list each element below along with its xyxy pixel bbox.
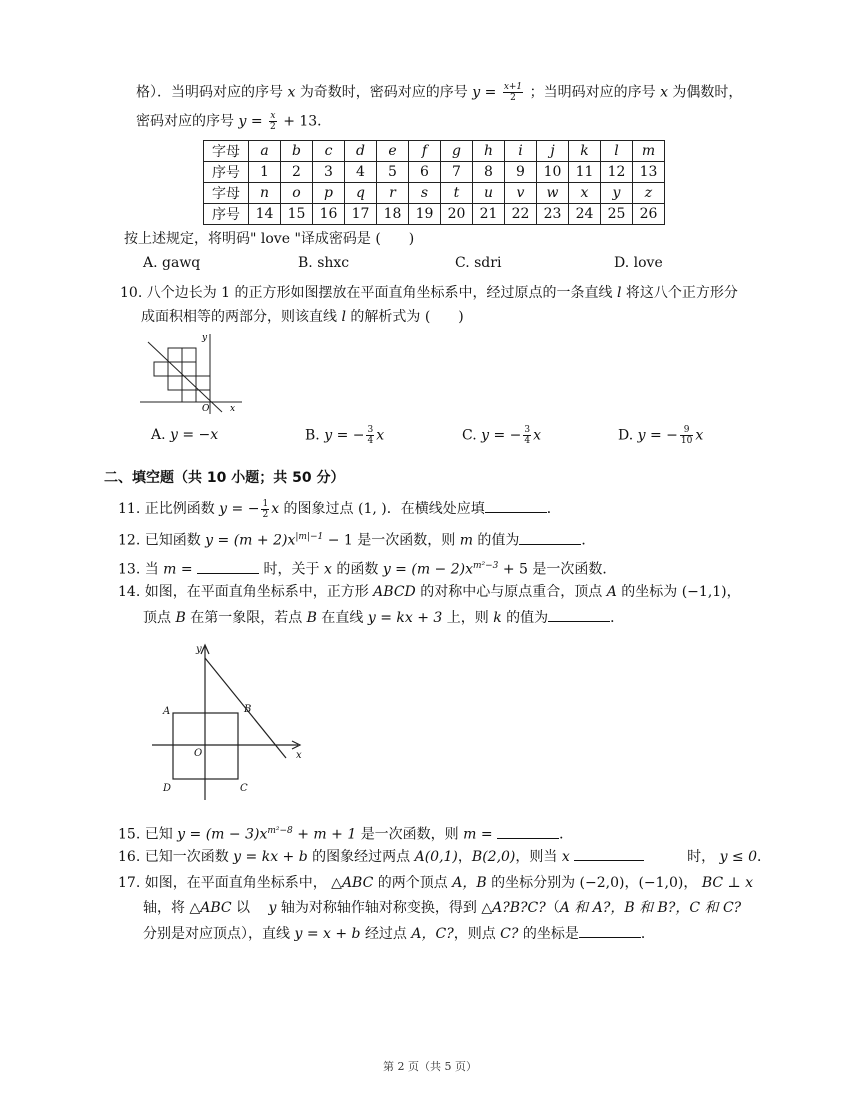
number-cell: 20 <box>441 204 473 225</box>
letter-cell: o <box>281 183 313 204</box>
number-cell: 13 <box>633 162 665 183</box>
letter-cell: s <box>409 183 441 204</box>
answer-blank[interactable] <box>579 923 641 938</box>
q10-option-a <box>151 425 218 445</box>
letter-cell: p <box>313 183 345 204</box>
q10-figure <box>138 328 248 418</box>
frac-num: x <box>270 111 276 121</box>
q16-text: 时， <box>687 849 716 865</box>
letter-cell: n <box>249 183 281 204</box>
q14-text: 上，则 <box>446 610 489 626</box>
fraction <box>269 111 277 132</box>
q17-text: ，则点 <box>453 926 496 942</box>
q17-text: 17. 如图，在平面直角坐标系中， <box>118 875 327 891</box>
number-cell: 18 <box>377 204 409 225</box>
q11-end: ． <box>546 501 561 517</box>
q16-end: ． <box>757 849 772 865</box>
fig-label-y: y <box>196 644 202 655</box>
letter-cell: q <box>345 183 377 204</box>
q13-text: 13. 当 <box>118 561 159 578</box>
var-m: m = <box>163 561 193 578</box>
answer-blank[interactable] <box>485 498 547 513</box>
number-cell: 1 <box>249 162 281 183</box>
answer-blank[interactable] <box>574 846 644 861</box>
q11-expr: x <box>271 501 280 517</box>
option-expr: y = − <box>324 427 365 444</box>
q16-text: 的图象经过两点 <box>312 849 411 865</box>
q13-text: 是一次函数． <box>532 561 617 578</box>
q16-text: ，则当 <box>515 849 558 865</box>
number-cell: 24 <box>569 204 601 225</box>
number-cell: 22 <box>505 204 537 225</box>
letter-cell: f <box>409 141 441 162</box>
number-cell: 21 <box>473 204 505 225</box>
q14-text: 在第一象限，若点 <box>190 610 303 626</box>
point-c1: C? <box>500 926 519 942</box>
letter-cell: z <box>633 183 665 204</box>
coords: (−2,0)，(−1,0) <box>579 875 684 891</box>
number-cell: 9 <box>505 162 537 183</box>
answer-blank[interactable] <box>497 824 559 839</box>
letter-cell: e <box>377 141 409 162</box>
point-a: A(0,1) <box>414 849 458 865</box>
fig-label-o: O <box>202 404 210 414</box>
letter-cell: u <box>473 183 505 204</box>
q16-text: 16. 已知一次函数 <box>118 849 229 865</box>
q17-text: ， <box>683 875 698 891</box>
fig-label-x: x <box>296 750 302 761</box>
fraction <box>523 425 531 446</box>
number-cell: 16 <box>313 204 345 225</box>
q15-text: 是一次函数，则 <box>360 826 459 843</box>
point-b: B <box>306 610 317 626</box>
q14-line-2 <box>143 607 624 628</box>
triangle: △ABC <box>331 875 374 891</box>
option-expr: y = − <box>481 427 522 444</box>
number-cell: 12 <box>601 162 633 183</box>
q16-expr: y = kx + b <box>233 849 308 865</box>
intro-line-2 <box>136 111 331 132</box>
q15-end: ． <box>559 826 574 843</box>
letter-cell: h <box>473 141 505 162</box>
var-l: l <box>341 309 346 325</box>
q11 <box>118 498 561 520</box>
row-header: 序号 <box>204 162 249 183</box>
frac-den: 2 <box>270 122 276 132</box>
q14-text: 14. 如图，在平面直角坐标系中，正方形 <box>118 584 369 600</box>
points-ab: A，B <box>452 875 487 891</box>
table-row <box>204 141 665 162</box>
option-var: x <box>533 427 542 444</box>
fraction <box>366 425 374 446</box>
letter-cell: m <box>633 141 665 162</box>
q10-text: 成面积相等的两部分，则该直线 <box>141 309 337 325</box>
q15-expr: + m + 1 <box>297 826 357 843</box>
fig-label-c: C <box>240 783 248 794</box>
q9-option-c: C. sdri <box>455 255 502 271</box>
option-letter: D. <box>618 427 634 444</box>
frac-num: 3 <box>524 425 531 435</box>
q12-expr: y = (m + 2)x <box>205 532 296 549</box>
letter-cell: d <box>345 141 377 162</box>
letter-cell: i <box>505 141 537 162</box>
q17-text: 轴，将 <box>143 900 185 916</box>
letter-cell: t <box>441 183 473 204</box>
vertex-pairs: A 和 A?，B 和 B?，C 和 C? <box>559 900 742 916</box>
var-x: x <box>287 84 296 101</box>
letter-cell: x <box>569 183 601 204</box>
row-header: 字母 <box>204 183 249 204</box>
points: A，C? <box>411 926 454 942</box>
letter-cell: k <box>569 141 601 162</box>
fraction <box>503 82 523 103</box>
q17-text: 经过点 <box>364 926 407 942</box>
q9-stem: 按上述规定，将明码" love "译成密码是 ( ) <box>124 231 415 247</box>
number-cell: 6 <box>409 162 441 183</box>
answer-blank[interactable] <box>197 559 259 574</box>
fig-label-x: x <box>230 404 236 414</box>
q15-text: 15. 已知 <box>118 826 173 843</box>
triangle: △ABC <box>189 900 232 916</box>
q10-option-b <box>305 425 384 446</box>
letter-cell: j <box>537 141 569 162</box>
q12-expr: − 1 <box>327 532 353 549</box>
q15-expr: y = (m − 3)x <box>177 826 268 843</box>
var-y: y <box>268 900 277 916</box>
q17-end: ． <box>640 926 655 942</box>
q17-text: 的坐标分别为 <box>491 875 576 891</box>
table-row <box>204 204 665 225</box>
row-header: 序号 <box>204 204 249 225</box>
letter-cell: b <box>281 141 313 162</box>
q17-text: 分别是对应顶点），直线 <box>143 926 290 942</box>
q14-text: 的对称中心与原点重合，顶点 <box>420 584 603 600</box>
q14-text: 的值为 <box>506 610 549 626</box>
q9-option-b: B. shxc <box>298 255 350 271</box>
q9-option-a: A. gawq <box>143 255 201 271</box>
point-b: B <box>175 610 186 626</box>
q14-line-1 <box>118 582 741 602</box>
frac-num: x+1 <box>503 82 523 92</box>
q13-sup: m²−3 <box>473 561 499 571</box>
number-cell: 25 <box>601 204 633 225</box>
page-footer: 第 2 页（共 5 页） <box>383 1060 477 1073</box>
q14-text: ， <box>726 584 741 600</box>
point-b: B(2,0) <box>471 849 516 865</box>
q14-text: 的坐标为 <box>621 584 678 600</box>
answer-blank[interactable] <box>548 607 610 622</box>
option-letter: B. <box>305 427 320 444</box>
letter-cell: c <box>313 141 345 162</box>
q11-point: (1, ) <box>358 501 387 517</box>
var-m: m <box>459 532 473 549</box>
fig-label-b: B <box>244 704 252 715</box>
number-cell: 23 <box>537 204 569 225</box>
var-k: k <box>493 610 502 626</box>
letter-cell: v <box>505 183 537 204</box>
q14-end: ． <box>610 610 625 626</box>
intro-text: ；当明码对应的序号 <box>529 84 656 101</box>
q17-text: 的坐标是 <box>522 926 579 942</box>
point-a: A <box>606 584 617 600</box>
q10-text: 10. 八个边长为 1 的正方形如图摆放在平面直角坐标系中，经过原点的一条直线 <box>120 285 613 301</box>
q11-expr: y = − <box>219 501 260 517</box>
number-cell: 7 <box>441 162 473 183</box>
letter-cell: r <box>377 183 409 204</box>
var-m: m = <box>463 826 493 843</box>
q11-text: 的图象过点 <box>283 501 354 517</box>
number-cell: 15 <box>281 204 313 225</box>
number-cell: 4 <box>345 162 377 183</box>
option-letter: A. <box>151 427 166 443</box>
q13-expr: y = (m − 2)x <box>382 561 473 578</box>
q10-option-c <box>462 425 541 446</box>
q14-figure <box>148 640 308 806</box>
var-y: y = <box>472 84 497 101</box>
intro-text: 为奇数时，密码对应的序号 <box>299 84 468 101</box>
intro-line-1 <box>136 82 742 103</box>
coord-a: (−1,1) <box>681 584 727 600</box>
q12-text: 12. 已知函数 <box>118 532 201 549</box>
frac-den: 2 <box>510 93 516 103</box>
q13-expr: + 5 <box>502 561 528 578</box>
q10-text: 将这八个正方形分 <box>625 285 738 301</box>
number-cell: 5 <box>377 162 409 183</box>
triangle-image: △A?B?C? <box>481 900 546 916</box>
q17-expr: y = x + b <box>294 926 361 942</box>
frac-num: 1 <box>262 498 269 509</box>
row-header: 字母 <box>204 141 249 162</box>
q10-line-1 <box>120 283 738 303</box>
q14-text: 顶点 <box>143 610 171 626</box>
letter-cell: y <box>601 183 633 204</box>
q16-sep: ， <box>457 849 472 865</box>
option-expr: y = −x <box>170 427 219 443</box>
letter-cell: a <box>249 141 281 162</box>
q11-text: ．在横线处应填 <box>386 501 485 517</box>
frac-num: 9 <box>680 425 693 436</box>
q13 <box>118 556 616 580</box>
letter-cell: l <box>601 141 633 162</box>
q10-line-2 <box>141 307 464 327</box>
number-cell: 2 <box>281 162 313 183</box>
intro-text: 密码对应的序号 <box>136 113 234 130</box>
fig-label-o: O <box>194 748 203 759</box>
q14-expr: y = kx + 3 <box>367 610 443 626</box>
q10-text: 的解析式为 ( ) <box>350 309 464 325</box>
fig-label-y: y <box>202 333 208 343</box>
frac-den: 4 <box>524 436 531 446</box>
option-expr: y = − <box>637 427 678 444</box>
var-x: x <box>324 561 332 578</box>
option-letter: C. <box>462 427 477 444</box>
q12-text: 的值为 <box>477 532 520 549</box>
answer-blank[interactable] <box>519 530 581 545</box>
q12-sup: |m|−1 <box>295 532 324 542</box>
frac-den: 10 <box>680 436 693 446</box>
q17-text: （ <box>545 900 560 916</box>
number-cell: 26 <box>633 204 665 225</box>
section-title: 二、填空题（共 10 小题；共 50 分） <box>104 470 345 486</box>
cipher-table <box>203 140 665 225</box>
q16-cond: y ≤ 0 <box>719 849 758 865</box>
q17-text: 以 <box>236 900 265 916</box>
q13-text: 时，关于 <box>263 561 320 578</box>
number-cell: 14 <box>249 204 281 225</box>
q17-line-1 <box>118 873 753 893</box>
q17-line-2 <box>143 898 741 918</box>
q15 <box>118 821 573 845</box>
intro-text: 格）．当明码对应的序号 <box>136 84 283 101</box>
number-cell: 8 <box>473 162 505 183</box>
number-cell: 19 <box>409 204 441 225</box>
q13-text: 的函数 <box>336 561 379 578</box>
q15-sup: m²−8 <box>267 826 293 836</box>
fig-label-d: D <box>163 783 172 794</box>
var-l: l <box>616 285 622 301</box>
option-var: x <box>376 427 385 444</box>
q12-end: ． <box>581 532 596 549</box>
q14-text: 在直线 <box>321 610 364 626</box>
frac-num: 3 <box>367 425 374 435</box>
letter-cell: g <box>441 141 473 162</box>
letter-cell: w <box>537 183 569 204</box>
q16 <box>118 846 771 867</box>
table-row <box>204 162 665 183</box>
q17-text: 的两个顶点 <box>377 875 448 891</box>
q17-text: 轴为对称轴作轴对称变换，得到 <box>280 900 477 916</box>
frac-den: 4 <box>367 436 374 446</box>
fig-label-a: A <box>163 706 171 717</box>
var-y: y = <box>238 113 263 130</box>
intro-text: 为偶数时， <box>672 84 743 101</box>
var-x: x <box>660 84 668 101</box>
q9-option-d: D. love <box>614 255 663 271</box>
q17-line-3 <box>143 923 655 944</box>
frac-den: 2 <box>262 509 269 520</box>
option-var: x <box>695 427 704 444</box>
square-name: ABCD <box>373 584 416 600</box>
q12-text: 是一次函数，则 <box>357 532 456 549</box>
intro-text: + 13． <box>283 113 332 130</box>
table-row <box>204 183 665 204</box>
fraction <box>261 499 269 520</box>
number-cell: 3 <box>313 162 345 183</box>
q10-option-d <box>618 425 703 446</box>
q11-text: 11. 正比例函数 <box>118 501 215 517</box>
perp-expr: BC ⊥ x <box>701 875 754 891</box>
number-cell: 10 <box>537 162 569 183</box>
q12 <box>118 527 595 551</box>
fraction <box>680 425 693 446</box>
number-cell: 11 <box>569 162 601 183</box>
var-x: x <box>561 849 570 865</box>
number-cell: 17 <box>345 204 377 225</box>
